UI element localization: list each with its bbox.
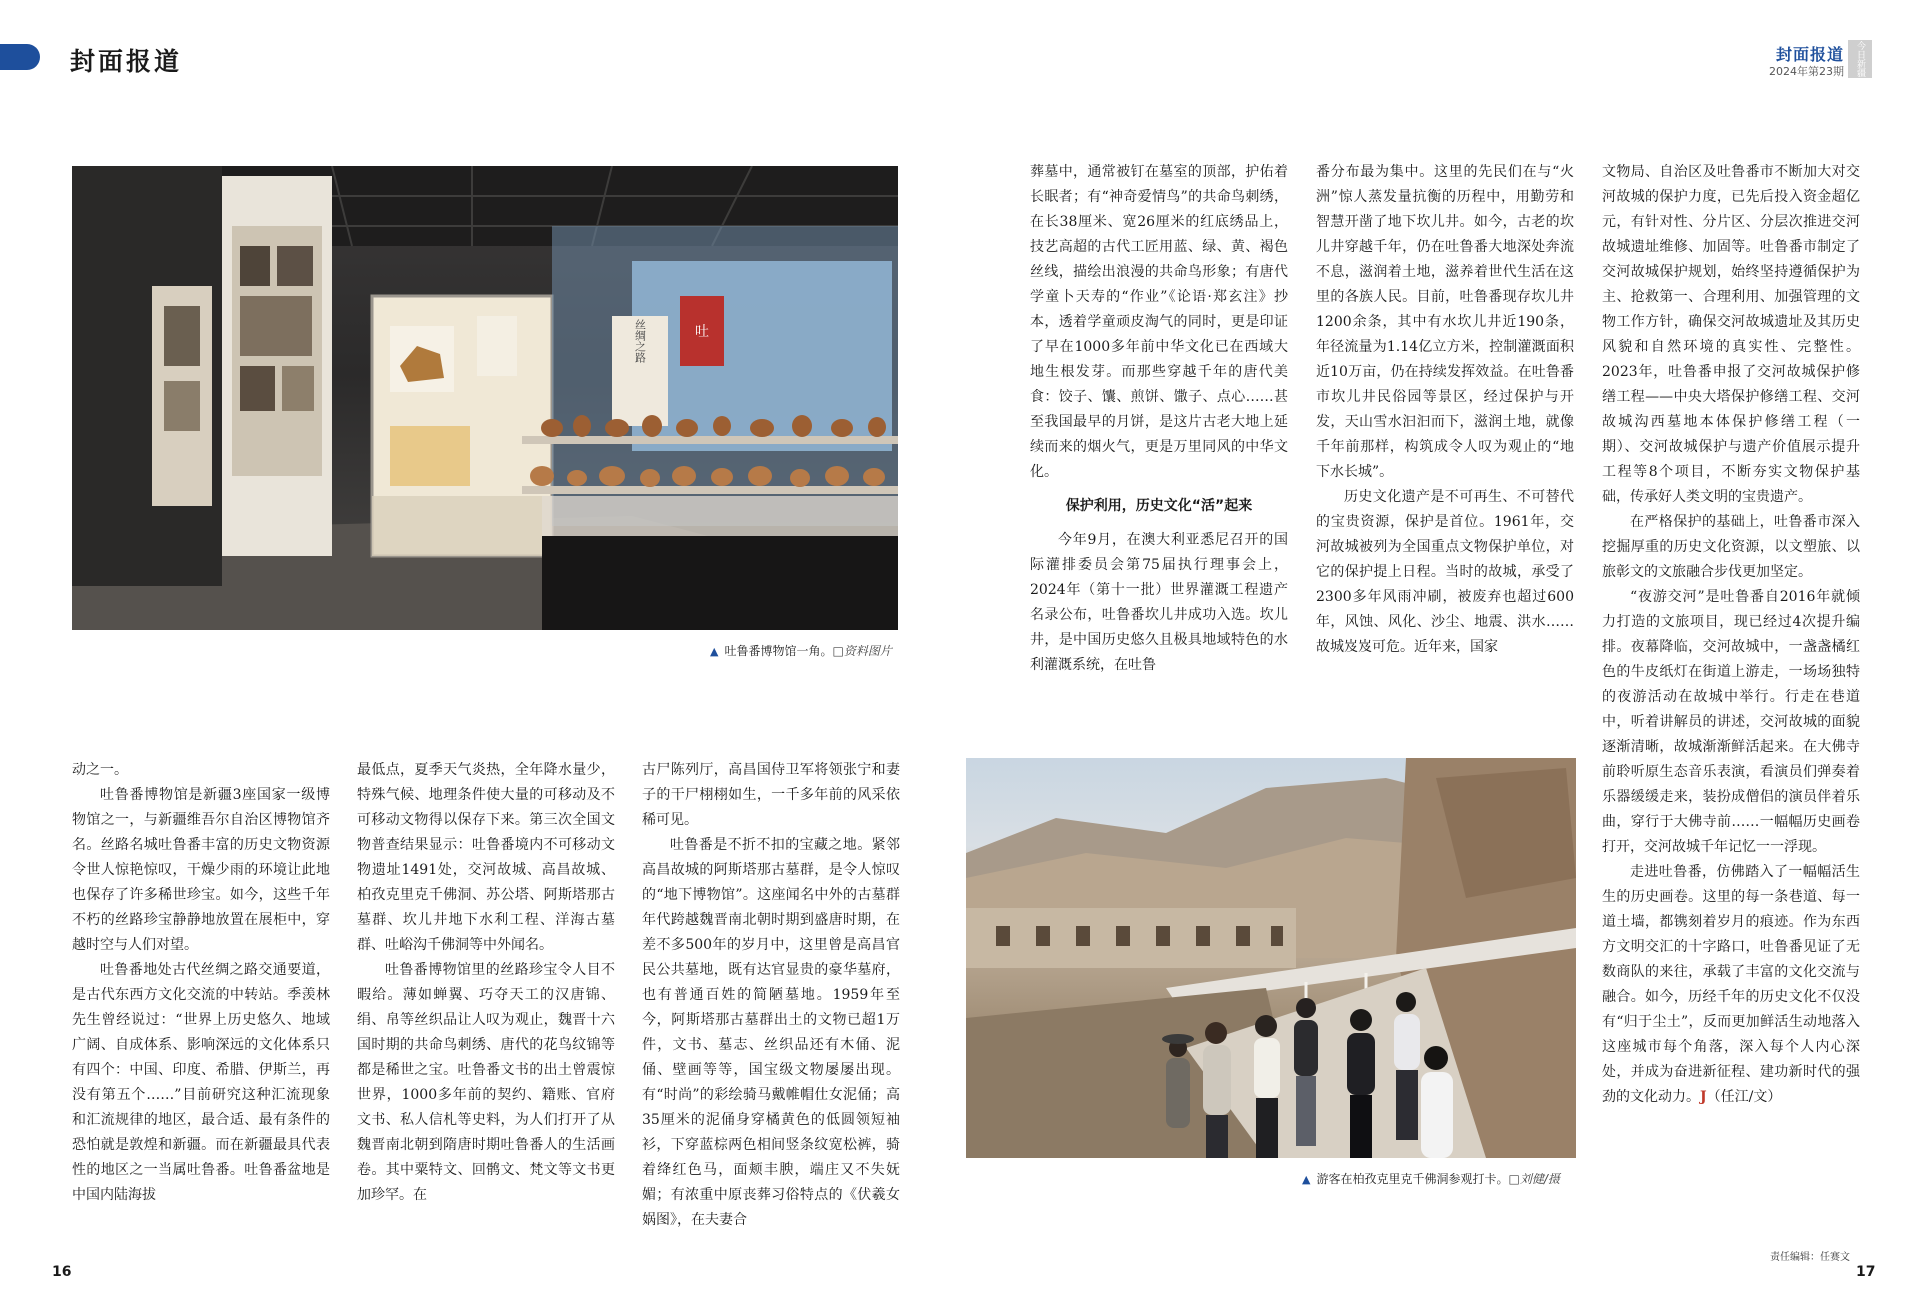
paragraph: 动之一。: [72, 762, 128, 778]
paragraph: 最低点，夏季天气炎热，全年降水量少，特殊气候、地理条件使大量的可移动及不可移动文物得以保存下来。第三次全国文物普查结果显示：吐鲁番境内不可移动文物遗址1491处，交河故城、高昌故城、柏孜克里克千佛洞、苏公塔、阿斯塔那古墓群、坎儿井地下水利工程、洋海古墓群、吐峪沟千佛洞等中外闻名。: [357, 762, 615, 953]
text-column-5: [1316, 160, 1574, 660]
text-column-6: [1602, 160, 1860, 1110]
section-tab-marker: [0, 44, 40, 70]
caves-photo: [966, 758, 1576, 1158]
page-number-left: 16: [52, 1264, 72, 1280]
paragraph: 吐鲁番博物馆里的丝路珍宝令人目不暇给。薄如蝉翼、巧夺天工的汉唐锦、绢、帛等丝织品让人叹为观止，魏晋十六国时期的共命鸟刺绣、唐代的花鸟纹锦等都是稀世之宝。吐鲁番文书的出土曾震惊世界，1000多年前的契约、籍账、官府文书、私人信札等史料，为人们打开了从魏晋南北朝到隋唐时期吐鲁番人的生活画卷。其中粟特文、回鹘文、梵文等文书更加珍罕。在: [357, 962, 615, 1203]
text-column-4: [1030, 160, 1288, 678]
caption-triangle-icon: ▲: [1302, 1173, 1311, 1186]
caves-photo-drawing: [966, 758, 1576, 1158]
display-panel-text: 吐: [695, 324, 709, 340]
museum-photo-caption: [710, 642, 892, 659]
masthead-issue: 2024年第23期: [1769, 65, 1844, 78]
caves-photo-caption: [1302, 1170, 1560, 1187]
section-title: 封面报道: [70, 47, 183, 76]
author-signature: （任江/文）: [1706, 1089, 1782, 1105]
caption-credit: □资料图片: [832, 644, 892, 658]
text-column-3: [642, 758, 900, 1233]
caption-triangle-icon: ▲: [710, 645, 719, 658]
paragraph: 吐鲁番博物馆是新疆3座国家一级博物馆之一，与新疆维吾尔自治区博物馆齐名。丝路名城吐鲁番丰富的历史文物资源令世人惊艳惊叹，干燥少雨的环境让此地也保存了许多稀世珍宝。如今，这些千年不朽的丝路珍宝静静地放置在展柜中，穿越时空与人们对望。: [72, 787, 330, 953]
paragraph: 历史文化遗产是不可再生、不可替代的宝贵资源，保护是首位。1961年，交河故城被列为全国重点文物保护单位，对它的保护提上日程。当时的故城，承受了2300多年风雨冲刷，被废弃也超过600年，风蚀、风化、沙尘、地震、洪水……故城岌岌可危。近年来，国家: [1316, 489, 1574, 655]
paragraph: 文物局、自治区及吐鲁番市不断加大对交河故城的保护力度，已先后投入资金超亿元，有针对性、分片区、分层次推进交河故城遗址维修、加固等。吐鲁番市制定了交河故城保护规划，始终坚持遵循保护为主、抢救第一、合理利用、加强管理的文物工作方针，确保交河故城遗址及其历史风貌和自然环境的真实性、完整性。2023年，吐鲁番申报了交河故城保护修缮工程——中央大塔保护修缮工程、交河故城沟西墓地本体保护修缮工程（一期）、交河故城保护与遗产价值展示提升工程等8个项目，不断夯实文物保护基础，传承好人类文明的宝贵遗产。: [1602, 164, 1860, 505]
paragraph: 在严格保护的基础上，吐鲁番市深入挖掘厚重的历史文化资源，以文塑旅、以旅彰文的文旅融合步伐更加坚定。: [1602, 514, 1860, 580]
paragraph: 古尸陈列厅，高昌国侍卫军将领张宁和妻子的干尸栩栩如生，一千多年前的风采依稀可见。: [642, 762, 900, 828]
caption-credit: □刘健/摄: [1508, 1172, 1560, 1186]
paragraph: 走进吐鲁番，仿佛踏入了一幅幅活生生的历史画卷。这里的每一条巷道、每一道土墙，都镌刻着岁月的痕迹。作为东西方文明交汇的十字路口，吐鲁番见证了无数商队的来往，承载了丰富的文化交流与融合。如今，历经千年的历史文化不仅没有“归于尘土”，反而更加鲜活生动地落入这座城市每个角落，深入每个人内心深处，并成为奋进新征程、建功新时代的强劲的文化动力。J（任江/文）: [1602, 864, 1860, 1105]
paragraph: 吐鲁番地处古代丝绸之路交通要道，是古代东西方文化交流的中转站。季羡林先生曾经说过：“世界上历史悠久、地域广阔、自成体系、影响深远的文化体系只有四个：中国、印度、希腊、伊斯兰，再没有第五个……”目前研究这种汇流现象和汇流规律的地区，最合适、最有条件的恐怕就是敦煌和新疆。而在新疆最具代表性的地区之一当属吐鲁番。吐鲁番盆地是中国内陆海拔: [72, 962, 330, 1203]
masthead-title: 封面报道: [1775, 45, 1844, 64]
responsible-editor: 责任编辑：任赛文: [1770, 1252, 1850, 1263]
text-column-1: [72, 758, 330, 1208]
author-mark-icon: J: [1700, 1089, 1707, 1105]
magazine-logo: 今日新疆: [1848, 40, 1872, 78]
museum-photo: [72, 166, 898, 630]
paragraph: “夜游交河”是吐鲁番自2016年就倾力打造的文旅项目，现已经过4次提升编排。夜幕降临，交河故城中，一盏盏橘红色的牛皮纸灯在街道上游走，一场场独特的夜游活动在故城中举行。行走在巷道中，听着讲解员的讲述，交河故城的面貌逐渐清晰，故城渐渐鲜活起来。在大佛寺前聆听原生态音乐表演，看演员们弹奏着乐器缓缓走来，装扮成僧侣的演员伴着乐曲，穿行于大佛寺前……一幅幅历史画卷打开，交河故城千年记忆一一浮现。: [1602, 589, 1860, 855]
subheading: 保护利用，历史文化“活”起来: [1065, 498, 1253, 514]
caption-text: 吐鲁番博物馆一角。: [724, 644, 833, 658]
caption-text: 游客在柏孜克里克千佛洞参观打卡。: [1316, 1172, 1509, 1186]
museum-photo-drawing: [72, 166, 898, 630]
paragraph: 吐鲁番是不折不扣的宝藏之地。紧邻高昌故城的阿斯塔那古墓群，是令人惊叹的“地下博物馆”。这座闻名中外的古墓群年代跨越魏晋南北朝时期到盛唐时期，在差不多500年的岁月中，这里曾是高昌官民公共墓地，既有达官显贵的豪华墓府，也有普通百姓的简陋墓地。1959年至今，阿斯塔那古墓群出土的文物已超1万件，文书、墓志、丝织品还有木俑、泥俑、壁画等等，国宝级文物屡屡出现。有“时尚”的彩绘骑马戴帷帽仕女泥俑；高35厘米的泥俑身穿橘黄色的低圆领短袖衫，下穿蓝棕两色相间竖条纹宽松裤，骑着绛红色马，面颊丰腴，端庄又不失妩媚；有浓重中原丧葬习俗特点的《伏羲女娲图》，在夫妻合: [642, 837, 900, 1228]
paragraph: 今年9月，在澳大利亚悉尼召开的国际灌排委员会第75届执行理事会上，2024年（第十一批）世界灌溉工程遗产名录公布，吐鲁番坎儿井成功入选。坎儿井，是中国历史悠久且极具地域特色的水利灌溉系统，在吐鲁: [1030, 532, 1288, 673]
text-column-2: [357, 758, 615, 1208]
paragraph: 葬墓中，通常被钉在墓室的顶部，护佑着长眠者；有“神奇爱情鸟”的共命鸟刺绣，在长38厘米、宽26厘米的红底绣品上，技艺高超的古代工匠用蓝、绿、黄、褐色丝线，描绘出浪漫的共命鸟形象；有唐代学童卜天寿的“作业”《论语·郑玄注》抄本，透着学童顽皮淘气的同时，更是印证了早在1000多年前中华文化已在西域大地生根发芽。而那些穿越千年的唐代美食：饺子、馕、煎饼、馓子、点心……甚至我国最早的月饼，是这片古老大地上延续而来的烟火气，更是万里同风的中华文化。: [1030, 164, 1288, 480]
page-number-right: 17: [1856, 1264, 1876, 1280]
display-sign-text: 丝绸之路: [633, 319, 647, 363]
magazine-masthead: [1692, 40, 1892, 80]
paragraph: 番分布最为集中。这里的先民们在与“火洲”惊人蒸发量抗衡的历程中，用勤劳和智慧开凿了地下坎儿井。如今，古老的坎儿井穿越千年，仍在吐鲁番大地深处奔流不息，滋润着土地，滋养着世代生活在这里的各族人民。目前，吐鲁番现存坎儿井1200余条，其中有水坎儿井近190条，年径流量为1.14亿立方米，控制灌溉面积近10万亩，仍在持续发挥效益。在吐鲁番市坎儿井民俗园等景区，经过保护与开发，天山雪水汩汩而下，滋润土地，就像千年前那样，构筑成令人叹为观止的“地下水长城”。: [1316, 164, 1574, 480]
